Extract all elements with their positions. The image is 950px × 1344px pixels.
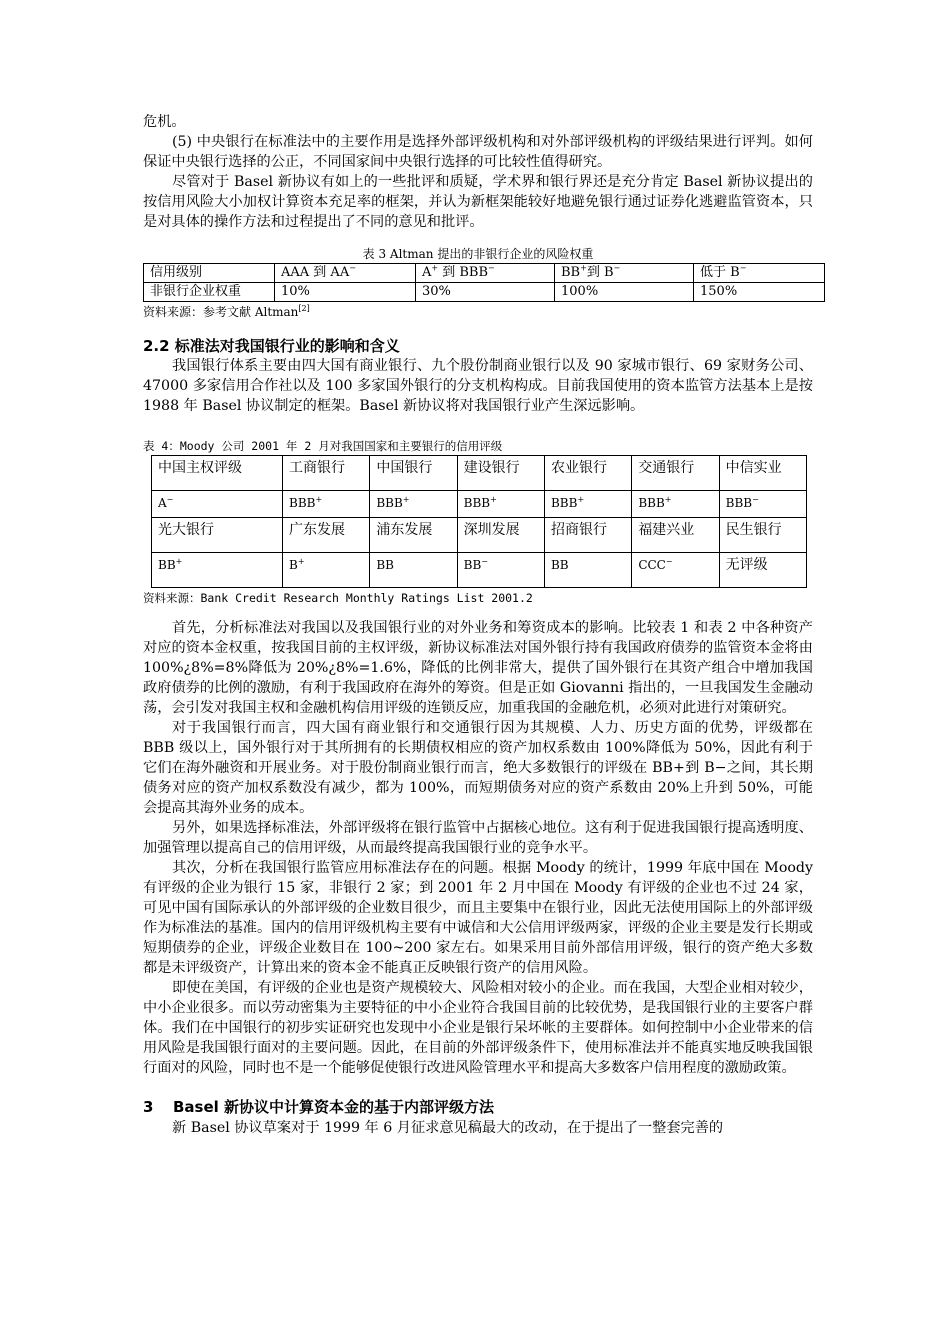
table4-cell: BBB+: [283, 491, 370, 518]
table4-header-row: [152, 456, 807, 491]
section-heading-2-2: 2.2 标准法对我国银行业的影响和含义: [143, 337, 400, 355]
table4-cell: 深圳发展: [457, 518, 544, 553]
table4-cell: 广东发展: [283, 518, 370, 553]
table4-cell: 福建兴业: [632, 518, 719, 553]
table4-cell: 中国主权评级: [152, 456, 283, 491]
table3-cell: 10%: [275, 283, 416, 302]
section-heading-3: 3 Basel 新协议中计算资本金的基于内部评级方法: [143, 1098, 495, 1116]
table4-cell: B+: [283, 553, 370, 588]
table4-cell: 农业银行: [544, 456, 631, 491]
table4-header-row: [152, 518, 807, 553]
table3-caption: 表 3 Altman 提出的非银行企业的风险权重: [362, 247, 594, 261]
table3-cell: 30%: [416, 283, 555, 302]
table4-cell: BBB+: [632, 491, 719, 518]
paragraph-sme: 即使在美国，有评级的企业也是资产规模较大、风险相对较小的企业。而在我国，大型企业相对较少，中小企业很多。而以劳动密集为主要特征的中小企业符合我国目前的比较优势，是我国银行业的主要客户群体。我们在中国银行的初步实证研究也发现中小企业是银行呆坏帐的主要群体。如何控制中小企业带来的信用风险是我国银行面对的主要问题。因此，在目前的外部评级条件下，使用标准法并不能真实地反映我国银行面对的风险，同时也不是一个能够促使银行改进风险管理水平和提高大多数客户信用程度的激励政策。: [143, 980, 813, 1076]
table4-cell: BBB+: [370, 491, 457, 518]
paragraph-irb-intro: 新 Basel 协议草案对于 1999 年 6 月征求意见稿最大的改动，在于提出了一整套完善的: [172, 1120, 724, 1136]
table3-cell: 非银行企业权重: [144, 283, 275, 302]
table4-rating-row: [152, 553, 807, 588]
table4-cell: CCC−: [632, 553, 719, 588]
table3-cell: 信用级别: [144, 264, 275, 283]
table4-cell: 交通银行: [632, 456, 719, 491]
table3-cell: A+ 到 BBB−: [416, 264, 555, 283]
paragraph-second-analysis: 其次，分析在我国银行监管应用标准法存在的问题。根据 Moody 的统计，1999 年底中国在 Moody 有评级的企业为银行 15 家，非银行 2 家；到 2001 年 2 月中国在 Moody 有评级的企业也不过 24 家，可见中国有国际承认的外部评级的企业数目很少，而且主要集中在银行业，因此无法使用国际上的外部评级作为标准法的基准。国内的信用评级机构主要有中诚信和大公信用评级两家，评级的企业主要是发行长期或短期债券的企业，评级企业数目在 100~200 家左右。如果采用目前外部信用评级，银行的资产绝大多数都是未评级资产，计算出来的资本金不能真正反映银行资产的信用风险。: [143, 860, 813, 976]
table4-cell: 建设银行: [457, 456, 544, 491]
table4-cell: BB: [544, 553, 631, 588]
table3: [143, 263, 825, 302]
table3-cell: 100%: [555, 283, 694, 302]
paragraph-crisis: 危机。: [143, 114, 186, 130]
table4-cell: 无评级: [719, 553, 806, 588]
table4-cell: BBB+: [457, 491, 544, 518]
table4: [151, 455, 807, 588]
table4-cell: BB−: [457, 553, 544, 588]
table4-cell: 浦东发展: [370, 518, 457, 553]
paragraph-domestic-banks: 对于我国银行而言，四大国有商业银行和交通银行因为其规模、人力、历史方面的优势，评级都在 BBB 级以上，国外银行对于其所拥有的长期债权相应的资产加权系数由 100%降低为 50%，因此有利于它们在海外融资和开展业务。对于股份制商业银行而言，绝大多数银行的评级在 BB+到 B−之间，其长期债务对应的资产加权系数没有减少，都为 100%，而短期债务对应的资产系数由 20%上升到 50%，可能会提高其海外业务的成本。: [143, 720, 813, 816]
table3-cell: 低于 B−: [694, 264, 825, 283]
paragraph-central-bank: (5) 中央银行在标准法中的主要作用是选择外部评级机构和对外部评级机构的评级结果进行评判。如何保证中央银行选择的公正，不同国家间中央银行选择的可比较性值得研究。: [143, 134, 813, 170]
table3-cell: AAA 到 AA−: [275, 264, 416, 283]
table4-cell: 光大银行: [152, 518, 283, 553]
table4-source: 资料来源：Bank Credit Research Monthly Ratings List 2001.2: [143, 591, 533, 605]
table4-cell: 中信实业: [719, 456, 806, 491]
document-page: [143, 112, 813, 1138]
table3-source: 资料来源：参考文献 Altman[2]: [143, 304, 310, 319]
table4-cell: 民生银行: [719, 518, 806, 553]
table4-cell: BB: [370, 553, 457, 588]
table4-cell: A−: [152, 491, 283, 518]
table4-cell: 工商银行: [283, 456, 370, 491]
table4-cell: 招商银行: [544, 518, 631, 553]
table4-cell: BBB+: [544, 491, 631, 518]
table4-cell: BB+: [152, 553, 283, 588]
table3-cell: BB+到 B−: [555, 264, 694, 283]
table4-cell: 中国银行: [370, 456, 457, 491]
table3-cell: 150%: [694, 283, 825, 302]
table4-cell: BBB−: [719, 491, 806, 518]
table4-rating-row: [152, 491, 807, 518]
paragraph-banking-system: 我国银行体系主要由四大国有商业银行、九个股份制商业银行以及 90 家城市银行、69 家财务公司、47000 多家信用合作社以及 100 多家国外银行的分支机构构成。目前我国使用的资本监管方法基本上是按 1988 年 Basel 协议制定的框架。Basel 新协议将对我国银行业产生深远影响。: [143, 358, 813, 414]
table3-row-weight: [144, 283, 825, 302]
paragraph-first-analysis: 首先，分析标准法对我国以及我国银行业的对外业务和筹资成本的影响。比较表 1 和表 2 中各种资产对应的资本金权重，按我国目前的主权评级，新协议标准法对国外银行持有我国政府债券的监管资本金将由 100%¿8%=8%降低为 20%¿8%=1.6%，降低的比例非常大，提供了国外银行在其资产组合中增加我国政府债券的比例的激励，有利于我国政府在海外的筹资。但是正如 Giovanni 指出的，一旦我国发生金融动荡，会引发对我国主权和金融机构信用评级的连锁反应，加重我国的金融危机，必须对此进行对策研究。: [143, 620, 813, 716]
table3-row-rating: [144, 264, 825, 283]
paragraph-external-rating: 另外，如果选择标准法，外部评级将在银行监管中占据核心地位。这有利于促进我国银行提高透明度、加强管理以提高自己的信用评级，从而最终提高我国银行业的竞争水平。: [143, 820, 813, 856]
paragraph-criticism: 尽管对于 Basel 新协议有如上的一些批评和质疑，学术界和银行界还是充分肯定 Basel 新协议提出的按信用风险大小加权计算资本充足率的框架，并认为新框架能较好地避免银行通过证券化逃避监管资本，只是对具体的操作方法和过程提出了不同的意见和批评。: [143, 174, 813, 230]
table4-caption: 表 4：Moody 公司 2001 年 2 月对我国国家和主要银行的信用评级: [143, 439, 503, 453]
